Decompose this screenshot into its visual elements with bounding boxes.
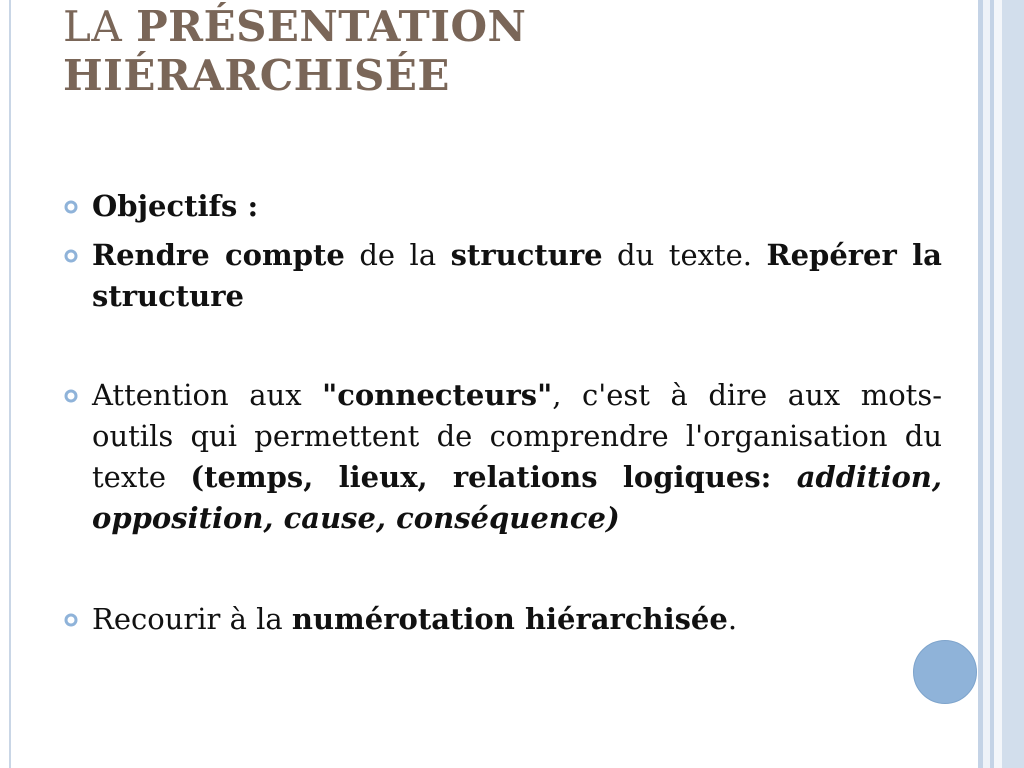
- ring-bullet-icon: [64, 613, 78, 627]
- bullet-text-bold: Rendre compte: [92, 238, 345, 272]
- bullet-text-bold: structure: [450, 238, 603, 272]
- title-word-2: HIÉRARCHISÉE: [63, 51, 450, 100]
- bullet-text-bold: (temps, lieux, relations logiques:: [190, 460, 797, 494]
- bullet-text-bold-italic: addition, opposition, cause, conséquence): [92, 460, 942, 535]
- bullet-text: Objectifs :: [92, 189, 259, 223]
- right-decorative-stripes: [978, 0, 1024, 768]
- ring-bullet-icon: [64, 389, 78, 403]
- bullet-item-numerotation: [64, 599, 942, 640]
- slide-title: [63, 2, 526, 100]
- bullet-text-bold: "connecteurs": [322, 378, 553, 412]
- stripe: [1002, 0, 1024, 768]
- stripe: [983, 0, 990, 768]
- decorative-circle: [913, 640, 977, 704]
- bullet-item-objectifs: [64, 186, 942, 227]
- bullet-text: , c'est à dire aux mots-outils qui permettent de comprendre l'organisation du texte: [92, 378, 942, 494]
- bullet-text: de la: [344, 238, 451, 272]
- left-border-line: [9, 0, 11, 768]
- ring-bullet-icon: [64, 200, 78, 214]
- bullet-item-structure: [64, 235, 942, 317]
- bullet-text-bold: Repérer la structure: [92, 238, 942, 313]
- title-prefix: LA: [63, 2, 137, 51]
- bullet-text-bold: numérotation hiérarchisée: [291, 602, 728, 636]
- bullet-item-connecteurs: [64, 375, 942, 539]
- bullet-text: .: [727, 602, 738, 636]
- ring-bullet-icon: [64, 249, 78, 263]
- bullet-text: du texte.: [602, 238, 767, 272]
- bullet-text: Recourir à la: [92, 602, 292, 636]
- bullet-list: [64, 186, 942, 640]
- stripe: [994, 0, 1002, 768]
- bullet-text: Attention aux: [92, 378, 323, 412]
- title-word-1: PRÉSENTATION: [136, 2, 527, 51]
